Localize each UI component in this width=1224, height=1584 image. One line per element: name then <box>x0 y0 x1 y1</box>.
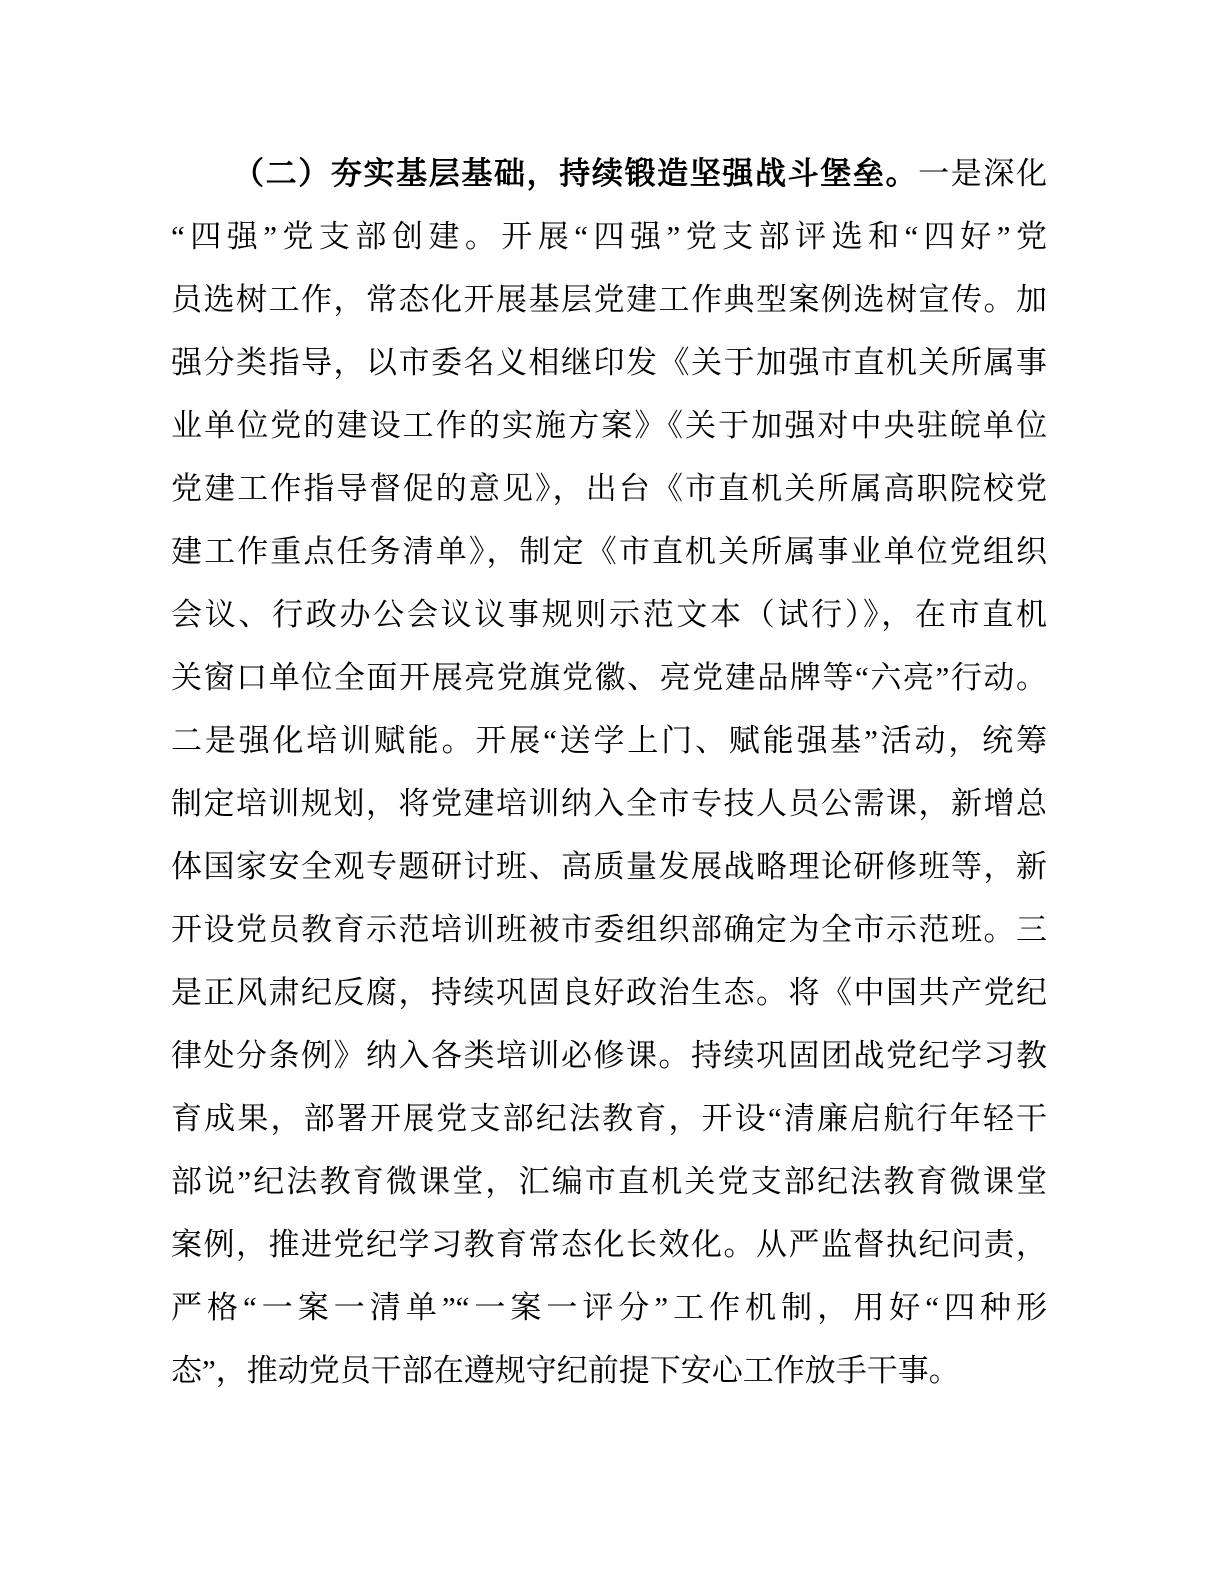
text-line-15: 律处分条例》纳入各类培训必修课。持续巩固团战党纪学习教 <box>171 1038 1047 1073</box>
text-line-9: 关窗口单位全面开展亮党旗党徽、亮党建品牌等“六亮”行动。 <box>171 660 1047 695</box>
text-line-1 <box>171 142 1047 205</box>
section-heading: （二）夯实基层基础，持续锻造坚强战斗堡垒。 <box>233 156 919 191</box>
paragraph-text: 一是深化 <box>918 156 1047 191</box>
text-line-11: 制定培训规划，将党建培训纳入全市专技人员公需课，新增总 <box>171 786 1047 821</box>
text-line-2: “四强”党支部创建。开展“四强”党支部评选和“四好”党 <box>171 219 1047 254</box>
text-line-7: 建工作重点任务清单》，制定《市直机关所属事业单位党组织 <box>171 534 1047 569</box>
text-line-5: 业单位党的建设工作的实施方案》《关于加强对中央驻皖单位 <box>171 408 1047 443</box>
text-line-3: 员选树工作，常态化开展基层党建工作典型案例选树宣传。加 <box>171 282 1047 317</box>
text-line-13: 开设党员教育示范培训班被市委组织部确定为全市示范班。三 <box>171 912 1047 947</box>
text-line-16: 育成果，部署开展党支部纪法教育，开设“清廉启航行年轻干 <box>171 1101 1047 1136</box>
text-line-12: 体国家安全观专题研讨班、高质量发展战略理论研修班等，新 <box>171 849 1047 884</box>
text-line-19: 严格“一案一清单”“一案一评分”工作机制，用好“四种形 <box>171 1290 1047 1325</box>
text-line-17: 部说”纪法教育微课堂，汇编市直机关党支部纪法教育微课堂 <box>171 1164 1047 1199</box>
body-paragraph <box>171 142 1047 1402</box>
text-line-14: 是正风肃纪反腐，持续巩固良好政治生态。将《中国共产党纪 <box>171 975 1047 1010</box>
text-line-6: 党建工作指导督促的意见》，出台《市直机关所属高职院校党 <box>171 471 1047 506</box>
text-line-8: 会议、行政办公会议议事规则示范文本（试行）》，在市直机 <box>171 597 1047 632</box>
text-line-10: 二是强化培训赋能。开展“送学上门、赋能强基”活动，统筹 <box>171 723 1047 758</box>
text-line-18: 案例，推进党纪学习教育常态化长效化。从严监督执纪问责， <box>171 1227 1047 1262</box>
text-line-4: 强分类指导，以市委名义相继印发《关于加强市直机关所属事 <box>171 345 1047 380</box>
text-line-20: 态”，推动党员干部在遵规守纪前提下安心工作放手干事。 <box>171 1353 960 1388</box>
